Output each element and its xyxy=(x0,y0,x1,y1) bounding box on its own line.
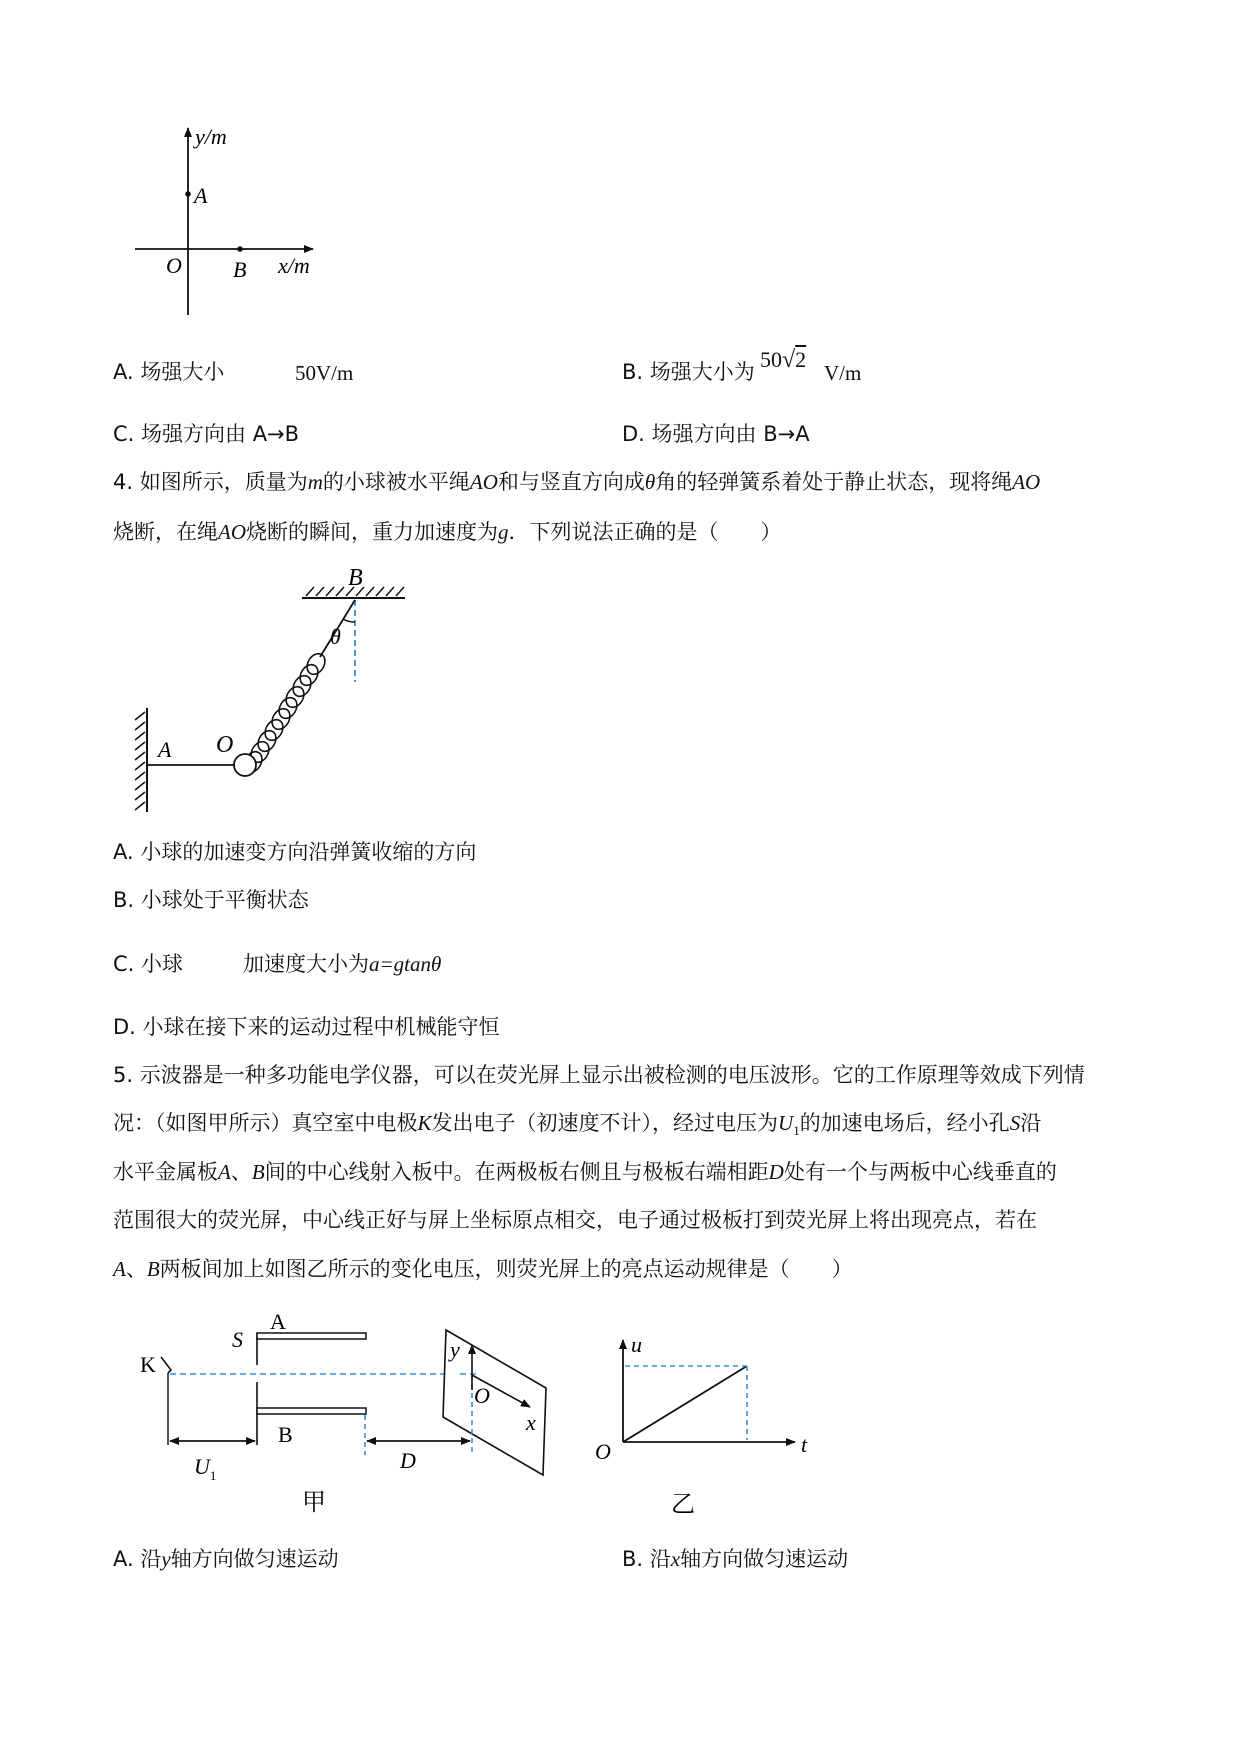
label-u1: $U_1$ xyxy=(194,1454,217,1483)
q4-option-c: C. 小球 xyxy=(113,952,184,976)
spring-coils xyxy=(240,650,328,775)
label-b: B xyxy=(348,565,363,591)
root-2: 2 xyxy=(795,347,807,372)
q4-option-d: D. 小球在接下来的运动过程中机械能守恒 xyxy=(113,1015,500,1039)
plate-b xyxy=(257,1408,366,1414)
sqrt-icon: √ xyxy=(782,347,796,373)
origin-label: O xyxy=(166,253,182,278)
q4-stem-line1: 4. 如图所示，质量为m的小球被水平绳AO和与竖直方向成θ角的轻弹簧系着处于静止状态，现将绳AO xyxy=(113,470,1041,494)
label-u: u xyxy=(631,1332,642,1357)
label-k: K xyxy=(140,1352,156,1377)
label-x: x xyxy=(526,1410,536,1435)
label-s: S xyxy=(232,1327,243,1352)
point-a xyxy=(185,191,191,197)
label-o: O xyxy=(474,1383,490,1408)
q4-stem-line2: 烧断，在绳AO烧断的瞬间，重力加速度为g．下列说法正确的是（ ） xyxy=(113,520,782,544)
q5-option-b: B. 沿x轴方向做匀速运动 xyxy=(622,1547,849,1571)
y-axis-label: y/m xyxy=(195,124,227,149)
q3-coordinate-figure xyxy=(130,125,330,325)
q5-option-a: A. 沿y轴方向做匀速运动 xyxy=(113,1547,339,1571)
point-b xyxy=(237,246,243,252)
label-t: t xyxy=(801,1432,808,1457)
caption-jia: 甲 xyxy=(302,1490,326,1516)
q5-stem-line1: 5. 示波器是一种多功能电学仪器，可以在荧光屏上显示出被检测的电压波形。它的工作原理等效成下列情 xyxy=(113,1063,1085,1087)
point-a-label: A xyxy=(194,183,208,208)
label-o: O xyxy=(595,1439,611,1464)
coef-50: 50 xyxy=(760,347,782,372)
label-a: A xyxy=(270,1309,286,1334)
q4-spring-figure xyxy=(130,560,430,820)
x-axis-label: x/m xyxy=(278,253,310,278)
wall-hatch xyxy=(135,712,145,810)
q5-figure-yi xyxy=(585,1320,825,1520)
q3-option-d: D. 场强方向由 B→A xyxy=(622,422,810,446)
q3-option-b: B. 场强大小为 xyxy=(622,360,755,384)
q5-figure-jia xyxy=(130,1295,570,1525)
q3-option-b-formula xyxy=(760,348,806,372)
q3-option-a: A. 场强大小 xyxy=(113,360,225,384)
theta-arc xyxy=(343,619,355,622)
label-d: D xyxy=(400,1448,416,1473)
q5-stem-line5: A、B两板间加上如图乙所示的变化电压，则荧光屏上的亮点运动规律是（ ） xyxy=(113,1257,853,1281)
q3-option-c: C. 场强方向由 A→B xyxy=(113,422,300,446)
cathode-k xyxy=(161,1357,171,1373)
voltage-line xyxy=(623,1366,747,1442)
label-b: B xyxy=(278,1422,293,1447)
caption-yi: 乙 xyxy=(671,1492,695,1518)
label-a: A xyxy=(158,737,172,762)
q3-option-a-value: 50V/m xyxy=(295,361,354,385)
q4-option-c-text: 加速度大小为a=gtanθ xyxy=(243,952,442,976)
label-theta: θ xyxy=(330,624,341,649)
ball xyxy=(234,754,256,776)
q4-option-a: A. 小球的加速变方向沿弹簧收缩的方向 xyxy=(113,840,477,864)
q4-option-b: B. 小球处于平衡状态 xyxy=(113,888,309,912)
label-y: y xyxy=(450,1337,460,1362)
q5-stem-line3: 水平金属板A、B间的中心线射入板中。在两极板右侧且与极板右端相距D处有一个与两板中心线垂直的 xyxy=(113,1160,1057,1184)
q5-stem-line4: 范围很大的荧光屏，中心线正好与屏上坐标原点相交，电子通过极板打到荧光屏上将出现亮点，若在 xyxy=(113,1208,1037,1232)
q3-option-b-unit: V/m xyxy=(824,361,862,385)
label-o: O xyxy=(216,732,234,758)
q5-stem-line2: 况：（如图甲所示）真空室中电极K发出电子（初速度不计），经过电压为$U_1$的加速电场后，经小孔S沿 xyxy=(113,1111,1042,1139)
point-b-label: B xyxy=(233,257,247,282)
